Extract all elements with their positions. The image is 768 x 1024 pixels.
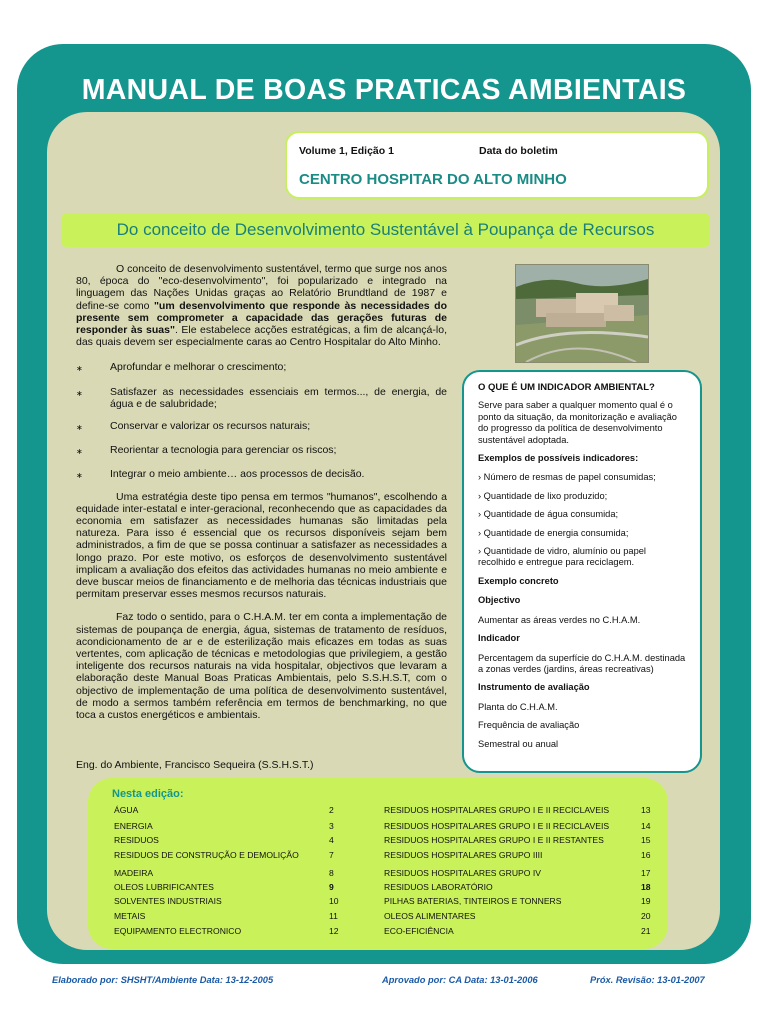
- page-title: MANUAL DE BOAS PRATICAS AMBIENTAIS: [81, 74, 687, 106]
- paragraph-1-text: O conceito de desenvolvimento sustentável, termo que surge nos anos 80, época do "eco-desenvolvimento", foi popularizado e integrado na linguagem das Nações Unidas graças ao Relatório Brundtland de 1987 e define-se como: [76, 263, 447, 312]
- bullet-item: [76, 420, 447, 434]
- bullet-text: Aprofundar e melhorar o crescimento;: [110, 361, 287, 374]
- example-item: › Número de resmas de papel consumidas;: [478, 472, 656, 483]
- paragraph-1-end: . Ele estabelece acções estratégicas, a fim de alcançá-lo, das quais devem ser especialmente caras ao Centro Hospitalar do Alto Minho.: [76, 324, 447, 349]
- bullet-text: Conservar e valorizar os recursos naturais;: [110, 420, 311, 433]
- frequency-text: Semestral ou anual: [478, 738, 559, 749]
- toc-item-label: EQUIPAMENTO ELECTRONICO: [114, 926, 242, 936]
- footer-revision: Próx. Revisão: 13-01-2007: [590, 975, 705, 985]
- bullet-text: Integrar o meio ambiente… aos processos de decisão.: [110, 468, 365, 481]
- toc-item-page: 7: [329, 850, 334, 860]
- toc-item-page: 17: [641, 868, 651, 878]
- toc-item-page: 8: [329, 868, 334, 878]
- toc-item-page: 14: [641, 821, 651, 831]
- article-heading: Do conceito de Desenvolvimento Sustentável à Poupança de Recursos: [61, 213, 710, 247]
- concrete-heading: Exemplo concreto: [478, 575, 559, 586]
- toc-item-label: ENERGIA: [114, 821, 153, 831]
- bullet-icon: ∗: [76, 471, 83, 481]
- example-item: › Quantidade de lixo produzido;: [478, 490, 608, 501]
- toc-item-label: MADEIRA: [114, 868, 154, 878]
- bullet-icon: ∗: [76, 364, 83, 374]
- toc-item-page: 9: [329, 882, 334, 892]
- toc-item-label: OLEOS ALIMENTARES: [384, 911, 476, 921]
- bullet-icon: ∗: [76, 447, 83, 457]
- paragraph-3: Faz todo o sentido, para o C.H.A.M. ter em conta a implementação de sistemas de poupança de energia, água, sistemas de tratamento de resíduos, acondicionamento de ar e de esterilização mais eficazes em todas as suas vertentes, com aplicação de técnicas e metodologias que privilegiem, a gestão inteligente dos recursos naturais na vida hospitalar, objectivos que levaram a elaboração deste Manual Boas Praticas Ambientais, pelo S.S.H.S.T, com o objectivo de implementação de uma política de desenvolvimento sustentável, de modo a sermos também referência em termos de benchmarking, no que toca a custos energéticos e ambientais.: [76, 611, 447, 722]
- toc-item-label: RESIDUOS HOSPITALARES GRUPO IIII: [384, 850, 543, 860]
- bullet-text: Reorientar a tecnologia para gerenciar os riscos;: [110, 444, 337, 457]
- example-item: › Quantidade de água consumida;: [478, 509, 619, 520]
- frequency-heading: Frequência de avaliação: [478, 720, 580, 731]
- paragraph-1: [76, 263, 447, 348]
- toc-item-label: ÁGUA: [114, 805, 139, 815]
- hospital-photo: [515, 264, 649, 363]
- date-label: Data do boletim: [479, 145, 558, 157]
- toc-item-page: 2: [329, 805, 334, 815]
- toc-item-label: RESIDUOS HOSPITALARES GRUPO I E II RECICLAVEIS: [384, 821, 610, 831]
- toc-item-page: 10: [329, 896, 339, 906]
- toc-item-page: 13: [641, 805, 651, 815]
- article-body: [76, 263, 447, 721]
- toc-heading: Nesta edição:: [112, 788, 184, 800]
- toc-item-label: RESIDUOS HOSPITALARES GRUPO IV: [384, 868, 541, 878]
- toc-item-label: ECO-EFICIÊNCIA: [384, 926, 454, 936]
- author-signature: Eng. do Ambiente, Francisco Sequeira (S.S.H.S.T.): [76, 759, 314, 771]
- toc-item-page: 12: [329, 926, 339, 936]
- toc-item-page: 4: [329, 835, 334, 845]
- toc-item-label: RESIDUOS LABORATÓRIO: [384, 882, 493, 892]
- indicator-definition: Serve para saber a qualquer momento qual é o ponto da situação, da monitorização e avaliação do progresso da política de desenvolvimento sustentável adoptada.: [478, 400, 677, 445]
- toc-item-label: RESIDUOS: [114, 835, 159, 845]
- toc-item-page: 16: [641, 850, 651, 860]
- objective-heading: Objectivo: [478, 595, 521, 606]
- objective-text: Aumentar as áreas verdes no C.H.A.M.: [478, 614, 641, 625]
- volume-label: Volume 1, Edição 1: [299, 145, 394, 157]
- example-item: › Quantidade de energia consumida;: [478, 527, 629, 538]
- example-item: › Quantidade de vidro, alumínio ou papel recolhido e entregue para reciclagem.: [478, 546, 646, 568]
- footer-approved: Aprovado por: CA Data: 13-01-2006: [382, 975, 538, 985]
- bullet-icon: ∗: [76, 388, 83, 398]
- toc-item-page: 15: [641, 835, 651, 845]
- toc-item-label: OLEOS LUBRIFICANTES: [114, 882, 214, 892]
- indicator-sub-heading: Indicador: [478, 633, 520, 644]
- indicator-text: Percentagem da superfície do C.H.A.M. destinada a zonas verdes (jardins, áreas recreativas): [478, 652, 686, 674]
- bullet-text: Satisfazer as necessidades essenciais em termos..., de energia, de água e de salubridade;: [110, 385, 447, 410]
- footer-prepared: Elaborado por: SHSHT/Ambiente Data: 13-12-2005: [52, 975, 274, 985]
- bullet-item: [76, 386, 447, 410]
- toc-item-page: 18: [641, 882, 651, 892]
- paragraph-2: Uma estratégia deste tipo pensa em termos "humanos", escolhendo a equidade inter-estatal e inter-geracional, reconhecendo que as capacidades da economia em satisfazer as necessidades humanas são limitadas pela natureza. Para isso é essencial que os recursos disponíveis sejam bem administrados, a fim de que se possa continuar a satisfazer as necessidades a longo prazo. Por este motivo, os esforços de desenvolvimento sustentável implicam a avaliação dos efeitos das actividades humanas no meio ambiente e deve buscar meios de financiamento e de melhoria das técnicas industriais que permitam preservar esses mesmos recursos naturais.: [76, 490, 447, 601]
- toc-item-label: SOLVENTES INDUSTRIAIS: [114, 896, 222, 906]
- bullet-item: [76, 361, 447, 375]
- toc-item-label: RESIDUOS DE CONSTRUÇÃO E DEMOLIÇÃO: [114, 850, 299, 860]
- definition-quote: "um desenvolvimento que responde às necessidades do presente sem comprometer a capacidade das gerações futuras de responder às suas": [76, 299, 447, 337]
- table-of-contents: [88, 778, 668, 949]
- organization-name: CENTRO HOSPITAR DO ALTO MINHO: [299, 171, 567, 188]
- bullet-item: [76, 444, 447, 458]
- toc-item-page: 11: [329, 911, 338, 921]
- toc-item-label: RESIDUOS HOSPITALARES GRUPO I E II RESTANTES: [384, 835, 604, 845]
- instrument-text: Planta do C.H.A.M.: [478, 701, 558, 712]
- toc-item-label: RESIDUOS HOSPITALARES GRUPO I E II RECICLAVEIS: [384, 805, 610, 815]
- bullet-icon: ∗: [76, 423, 83, 433]
- toc-item-page: 3: [329, 821, 334, 831]
- toc-item-label: METAIS: [114, 911, 146, 921]
- examples-heading: Exemplos de possíveis indicadores:: [478, 453, 639, 464]
- bullet-item: [76, 468, 447, 482]
- toc-item-label: PILHAS BATERIAS, TINTEIROS E TONNERS: [384, 896, 562, 906]
- toc-item-page: 20: [641, 911, 651, 921]
- volume-box: [285, 131, 709, 199]
- toc-item-page: 19: [641, 896, 651, 906]
- indicator-sidebar: [462, 370, 702, 773]
- indicator-heading: O QUE É UM INDICADOR AMBIENTAL?: [478, 382, 655, 393]
- instrument-heading: Instrumento de avaliação: [478, 682, 590, 693]
- toc-item-page: 21: [641, 926, 651, 936]
